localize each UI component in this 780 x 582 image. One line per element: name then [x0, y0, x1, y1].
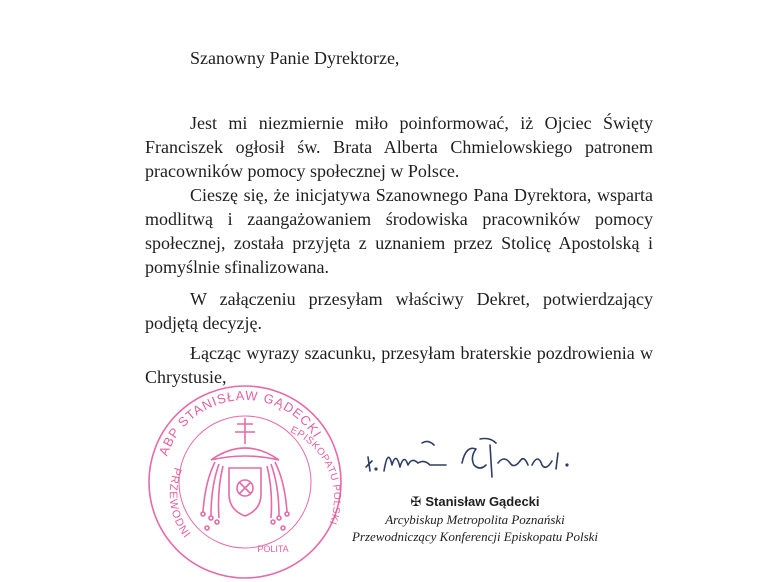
- paragraph-attachment: W załączeniu przesyłam właściwy Dekret, potwierdzający podjętą decyzję.: [145, 289, 653, 333]
- signature-block: [330, 493, 620, 545]
- salutation: Szanowny Panie Dyrektorze,: [190, 48, 400, 68]
- signer-name: Stanisław Gądecki: [425, 494, 540, 509]
- signer-title-conference: Przewodniczący Konferencji Episkopatu Polski: [351, 529, 599, 544]
- handwritten-signature: [362, 435, 587, 485]
- cross-icon: ✠: [410, 495, 422, 510]
- paragraph-announcement: Jest mi niezmiernie miło poinformować, iż Ojciec Święty Franciszek ogłosił św. Brata Alberta Chmielowskiego patronem pracowników pomocy społecznej w Polsce.: [145, 113, 653, 181]
- seal-right-text: EPISKOPATU POLSKI: [288, 424, 343, 527]
- seal-bottom-text: POLITA: [257, 544, 289, 554]
- paragraph-closing: Łącząc wyrazy szacunku, przesyłam braterskie pozdrowienia w Chrystusie,: [145, 343, 653, 387]
- seal-top-text: ABP STANISŁAW GĄDECKI: [155, 387, 325, 458]
- signer-title-archbishop: Arcybiskup Metropolita Poznański: [385, 512, 565, 527]
- seal-left-text: PRZEWODNI: [166, 465, 193, 541]
- paragraph-initiative: Cieszę się, że inicjatywa Szanownego Pana Dyrektora, wsparta modlitwą i zaangażowaniem środowiska pracowników pomocy społecznej, została przyjęta z uznaniem przez Stolicę Apostolską i pomyślnie sfinalizowana.: [145, 185, 653, 277]
- episcopal-seal-stamp: [145, 382, 345, 582]
